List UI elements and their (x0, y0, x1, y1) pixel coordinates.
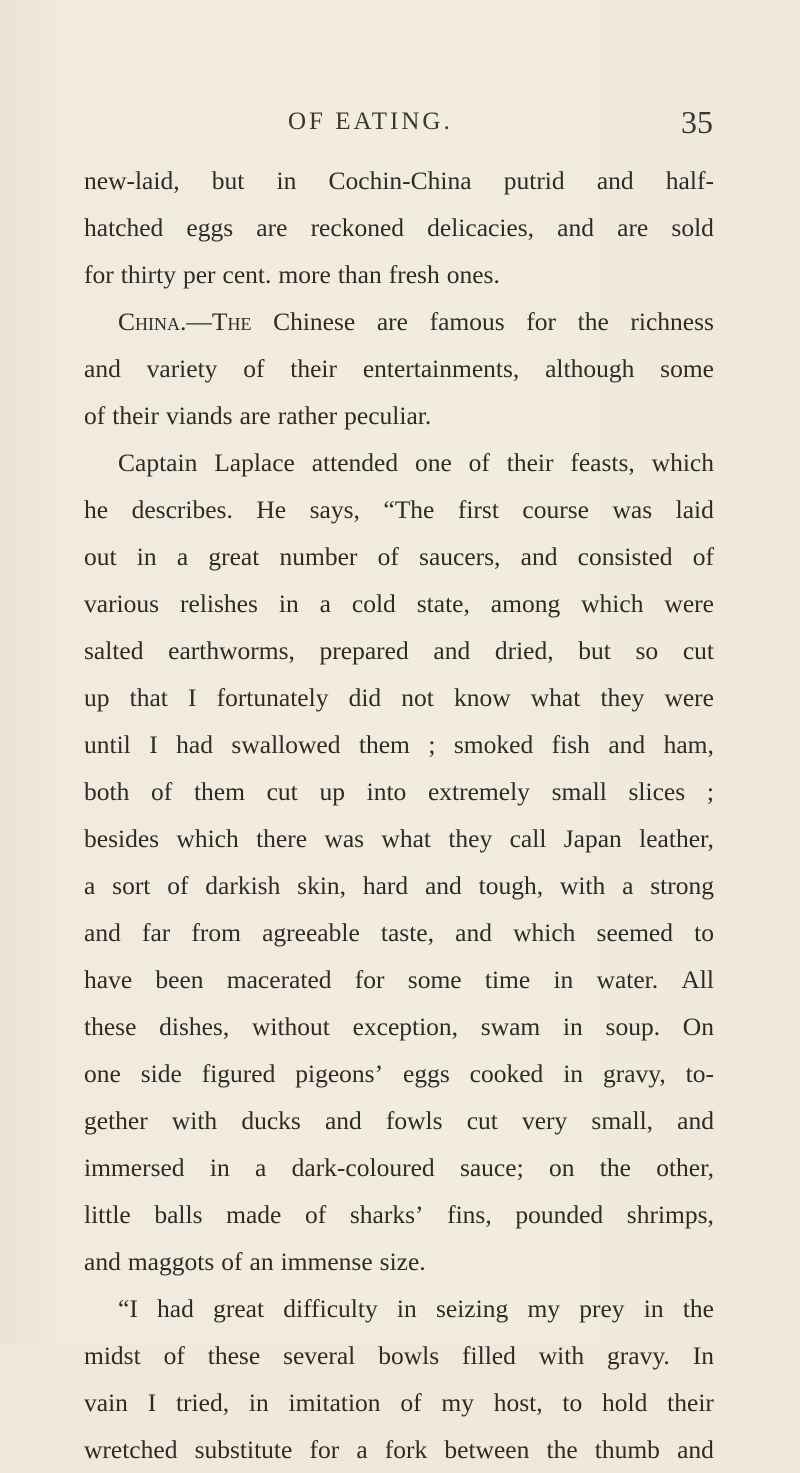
word: than (337, 260, 382, 289)
word: and (677, 1435, 714, 1464)
word: I (149, 730, 158, 759)
word: swam (480, 1012, 541, 1041)
word: ; (428, 730, 436, 759)
word: host, (493, 1388, 543, 1417)
word: rather (277, 401, 338, 430)
word: darkish (205, 871, 281, 900)
word: but (211, 166, 245, 195)
word: of (243, 354, 265, 383)
word: one (414, 448, 452, 477)
word: pounded (515, 1200, 604, 1229)
word: variety (146, 354, 218, 383)
word: in (562, 1012, 583, 1041)
text-line (84, 1238, 714, 1285)
word: and (84, 918, 121, 947)
text-line (84, 345, 714, 392)
word: per (182, 260, 216, 289)
text-line (84, 1144, 714, 1191)
word: among (490, 589, 561, 618)
word: their (112, 401, 159, 430)
word: gravy. (607, 1341, 670, 1370)
word: was (324, 824, 365, 853)
word: besides (84, 824, 160, 853)
word: them (193, 777, 245, 806)
word: in (248, 1388, 269, 1417)
word: Laplace (214, 448, 295, 477)
word: their (290, 354, 338, 383)
word: have (84, 965, 133, 994)
word: difficulty (283, 1294, 378, 1323)
word: leather, (639, 824, 714, 853)
word: smoked (453, 730, 534, 759)
word: tried, (175, 1388, 230, 1417)
word: know (453, 683, 511, 712)
word: of (304, 1200, 327, 1229)
word: consisted (577, 542, 673, 571)
word: with (538, 1341, 585, 1370)
text-line (84, 157, 714, 204)
word: hatched (84, 213, 164, 242)
word: I (147, 1388, 157, 1417)
word: macerated (226, 965, 332, 994)
word: small, (591, 1106, 654, 1135)
word: of (163, 1341, 185, 1370)
word: China.—The (118, 307, 252, 336)
text-line (84, 298, 714, 345)
word: into (366, 777, 407, 806)
word: side (140, 1059, 182, 1088)
page-number: 35 (681, 104, 713, 140)
word: and (84, 1247, 121, 1276)
word: reckoned (310, 213, 405, 242)
word: little (84, 1200, 131, 1229)
word: that (129, 683, 168, 712)
word: fortunately (216, 683, 329, 712)
word: sharks’ (349, 1200, 424, 1229)
text-line (84, 1285, 714, 1332)
word: maggots (127, 1247, 215, 1276)
word: was (612, 495, 653, 524)
word: saucers, (419, 542, 501, 571)
word: He (256, 495, 287, 524)
word: of (84, 401, 106, 430)
word: made (226, 1200, 282, 1229)
word: far (141, 918, 171, 947)
word: fowls (385, 1106, 443, 1135)
word: which (651, 448, 714, 477)
word: immersed (84, 1153, 185, 1182)
word: gether (84, 1106, 148, 1135)
word: great (213, 1294, 265, 1323)
word: one (84, 1059, 121, 1088)
word: and (424, 871, 462, 900)
word: number (279, 542, 358, 571)
word: wretched (84, 1435, 178, 1464)
word: pigeons’ (295, 1059, 384, 1088)
word: which (176, 824, 239, 853)
word: sold (671, 213, 714, 242)
word: some (407, 965, 462, 994)
word: “The (383, 495, 435, 524)
text-line (84, 1426, 714, 1473)
text-line (84, 1050, 714, 1097)
word: fins, (447, 1200, 492, 1229)
word: thumb (594, 1435, 660, 1464)
text-line (84, 862, 714, 909)
word: and (677, 1106, 714, 1135)
word: dark-coloured (291, 1153, 435, 1182)
word: cent. (222, 260, 272, 289)
word: more (278, 260, 331, 289)
word: fork (384, 1435, 428, 1464)
word: in (553, 965, 574, 994)
word: imitation (288, 1388, 381, 1417)
word: shrimps, (626, 1200, 714, 1229)
word: and (84, 354, 121, 383)
word: sauce; (459, 1153, 524, 1182)
text-line (84, 674, 714, 721)
word: were (664, 683, 714, 712)
word: without (251, 1012, 330, 1041)
word: some (660, 354, 714, 383)
word: peculiar. (344, 401, 432, 430)
word: eggs (403, 1059, 450, 1088)
text-line (84, 251, 714, 298)
word: great (208, 542, 260, 571)
word: hold (602, 1388, 648, 1417)
word: fish (551, 730, 590, 759)
word: On (682, 1012, 714, 1041)
word: a (176, 542, 189, 571)
text-line (84, 533, 714, 580)
word: from (191, 918, 241, 947)
word: of (692, 542, 714, 571)
word: in (643, 1294, 664, 1323)
word: hard (362, 871, 409, 900)
word: eggs (186, 213, 234, 242)
word: of (151, 777, 173, 806)
word: agreeable (262, 918, 360, 947)
word: slices (628, 777, 686, 806)
word: a (356, 1435, 368, 1464)
word: although (545, 354, 635, 383)
word: filled (462, 1341, 516, 1370)
word: for (526, 307, 556, 336)
word: soup. (605, 1012, 661, 1041)
word: for (354, 965, 385, 994)
word: had (157, 1294, 194, 1323)
word: Chinese (273, 307, 356, 336)
word: they (600, 683, 645, 712)
word: which (513, 918, 576, 947)
word: fresh (388, 260, 440, 289)
word: the (546, 1435, 578, 1464)
word: are (239, 401, 271, 430)
text-line (84, 909, 714, 956)
word: dried, (494, 636, 554, 665)
word: tough, (478, 871, 544, 900)
word: a (255, 1153, 267, 1182)
word: course (522, 495, 589, 524)
word: figured (201, 1059, 276, 1088)
word: a (84, 871, 96, 900)
word: with (559, 871, 606, 900)
word: did (348, 683, 382, 712)
word: cut (682, 636, 714, 665)
word: gravy, (602, 1059, 666, 1088)
word: famous (429, 307, 505, 336)
word: prepared (319, 636, 409, 665)
word: seemed (596, 918, 673, 947)
word: first (457, 495, 499, 524)
word: them (358, 730, 410, 759)
word: between (444, 1435, 530, 1464)
word: seizing (435, 1294, 509, 1323)
word: in (563, 1059, 584, 1088)
word: are (617, 213, 649, 242)
word: to (562, 1388, 583, 1417)
word: sort (112, 871, 151, 900)
word: their (506, 448, 554, 477)
text-line (84, 204, 714, 251)
word: and (520, 542, 558, 571)
text-line (84, 1003, 714, 1050)
word: up (319, 777, 345, 806)
word: had (176, 730, 213, 759)
word: balls (154, 1200, 203, 1229)
word: earthworms, (168, 636, 295, 665)
word: a (622, 871, 634, 900)
word: midst (84, 1341, 141, 1370)
word: cut (466, 1106, 498, 1135)
word: taste, (380, 918, 434, 947)
word: other, (656, 1153, 714, 1182)
word: and (557, 213, 594, 242)
text-line (84, 721, 714, 768)
word: until (84, 730, 131, 759)
word: swallowed (231, 730, 341, 759)
word: both (84, 777, 130, 806)
word: prey (579, 1294, 625, 1323)
word: and (433, 636, 471, 665)
word: and (596, 166, 634, 195)
text-line (84, 1379, 714, 1426)
word: entertainments, (362, 354, 520, 383)
word: the (577, 307, 609, 336)
word: my (441, 1388, 474, 1417)
word: up (84, 683, 110, 712)
word: “I (118, 1294, 138, 1323)
word: richness (630, 307, 714, 336)
word: viands (165, 401, 233, 430)
word: these (84, 1012, 137, 1041)
word: immense (280, 1247, 373, 1276)
word: in (276, 166, 297, 195)
word: putrid (503, 166, 565, 195)
word: feasts, (570, 448, 635, 477)
word: ham, (663, 730, 714, 759)
word: salted (84, 636, 144, 665)
word: attended (311, 448, 399, 477)
word: Cochin-China (328, 166, 472, 195)
word: my (527, 1294, 561, 1323)
word: of (221, 1247, 243, 1276)
word: are (376, 307, 408, 336)
word: of (400, 1388, 422, 1417)
word: new-laid, (84, 166, 180, 195)
word: out (84, 542, 117, 571)
word: he (84, 495, 109, 524)
word: these (207, 1341, 261, 1370)
word: which (581, 589, 644, 618)
word: in (136, 542, 157, 571)
word: very (521, 1106, 568, 1135)
word: and (608, 730, 646, 759)
word: to (694, 918, 714, 947)
word: with (171, 1106, 218, 1135)
body-text (84, 157, 714, 1473)
word: several (283, 1341, 356, 1370)
word: on (548, 1153, 575, 1182)
word: water. (596, 965, 659, 994)
word: state, (416, 589, 470, 618)
word: they (448, 824, 493, 853)
word: an (249, 1247, 274, 1276)
word: were (664, 589, 714, 618)
word: what (530, 683, 581, 712)
word: the (599, 1153, 631, 1182)
word: All (681, 965, 714, 994)
word: for (309, 1435, 340, 1464)
word: various (84, 589, 160, 618)
word: cold (351, 589, 396, 618)
text-line (84, 815, 714, 862)
word: thirty (120, 260, 176, 289)
word: half- (665, 166, 714, 195)
word: call (509, 824, 547, 853)
word: describes. (131, 495, 233, 524)
word: of (468, 448, 490, 477)
word: strong (650, 871, 714, 900)
word: I (187, 683, 197, 712)
text-line (84, 392, 714, 439)
word: size. (379, 1247, 426, 1276)
word: a (319, 589, 331, 618)
word: Japan (563, 824, 622, 853)
running-head (0, 104, 800, 148)
word: of (377, 542, 399, 571)
word: so (635, 636, 659, 665)
word: says, (309, 495, 360, 524)
word: the (682, 1294, 714, 1323)
word: and (455, 918, 492, 947)
text-line (84, 486, 714, 533)
text-line (84, 768, 714, 815)
word: In (692, 1341, 714, 1370)
word: laid (675, 495, 714, 524)
word: ; (706, 777, 714, 806)
word: their (667, 1388, 714, 1417)
word: and (324, 1106, 362, 1135)
word: what (381, 824, 431, 853)
text-line (84, 1097, 714, 1144)
word: exception, (352, 1012, 459, 1041)
word: but (578, 636, 611, 665)
word: ones. (446, 260, 500, 289)
word: vain (84, 1388, 128, 1417)
word: Captain (118, 448, 198, 477)
word: are (256, 213, 288, 242)
running-title: OF EATING. (288, 108, 453, 135)
word: dishes, (159, 1012, 230, 1041)
word: substitute (194, 1435, 293, 1464)
word: for (84, 260, 114, 289)
text-line (84, 580, 714, 627)
word: there (256, 824, 308, 853)
word: skin, (297, 871, 347, 900)
word: not (401, 683, 434, 712)
word: cut (266, 777, 298, 806)
word: been (155, 965, 204, 994)
word: relishes (180, 589, 258, 618)
text-line (84, 439, 714, 486)
word: delicacies, (427, 213, 535, 242)
word: ducks (241, 1106, 301, 1135)
word: bowls (378, 1341, 440, 1370)
word: in (209, 1153, 230, 1182)
text-line (84, 1332, 714, 1379)
word: in (396, 1294, 417, 1323)
word: small (551, 777, 607, 806)
text-line (84, 1191, 714, 1238)
text-line (84, 956, 714, 1003)
word: cooked (469, 1059, 544, 1088)
word: extremely (427, 777, 530, 806)
word: time (484, 965, 531, 994)
word: in (278, 589, 299, 618)
word: of (167, 871, 189, 900)
word: to- (685, 1059, 714, 1088)
text-line (84, 627, 714, 674)
